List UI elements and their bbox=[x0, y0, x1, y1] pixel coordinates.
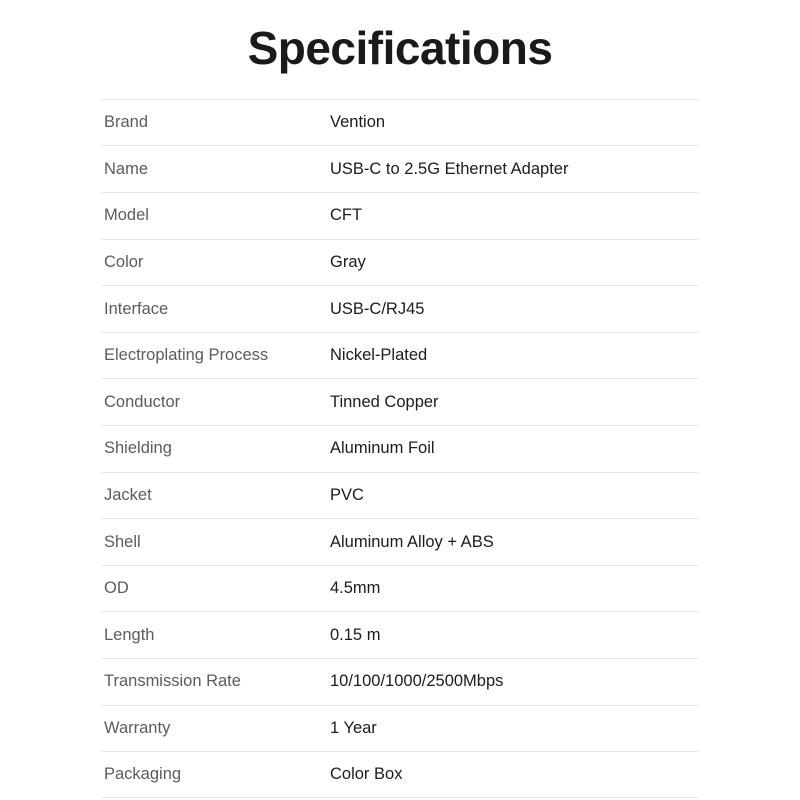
table-row bbox=[102, 611, 698, 658]
spec-key: Jacket bbox=[104, 485, 152, 504]
spec-key: OD bbox=[104, 579, 129, 598]
spec-key: Shielding bbox=[104, 439, 172, 458]
spec-value: Aluminum Alloy + ABS bbox=[330, 532, 494, 551]
table-row bbox=[102, 99, 698, 146]
spec-key: Length bbox=[104, 625, 155, 644]
spec-value: 4.5mm bbox=[330, 579, 381, 598]
table-row bbox=[102, 705, 698, 752]
table-row bbox=[102, 285, 698, 332]
spec-key: Packaging bbox=[104, 765, 182, 783]
spec-value: USB-C/RJ45 bbox=[330, 299, 425, 318]
table-row bbox=[102, 565, 698, 612]
spec-value: USB-C to 2.5G Ethernet Adapter bbox=[330, 159, 569, 178]
table-row bbox=[102, 145, 698, 192]
spec-value: Vention bbox=[330, 113, 386, 132]
spec-key: Conductor bbox=[104, 392, 181, 411]
spec-value: Color Box bbox=[330, 765, 403, 783]
spec-value: PVC bbox=[330, 485, 364, 504]
spec-key: Color bbox=[104, 252, 144, 271]
page-title: Specifications bbox=[247, 22, 553, 74]
spec-key: Brand bbox=[104, 113, 149, 132]
spec-key: Model bbox=[104, 206, 149, 225]
spec-value: CFT bbox=[330, 206, 363, 225]
table-row bbox=[102, 378, 698, 425]
spec-key: Shell bbox=[104, 532, 141, 551]
table-row bbox=[102, 518, 698, 565]
spec-key: Warranty bbox=[104, 718, 171, 737]
table-row bbox=[102, 472, 698, 519]
table-row bbox=[102, 751, 698, 798]
table-row bbox=[102, 192, 698, 239]
spec-value: Gray bbox=[330, 252, 366, 271]
spec-key: Transmission Rate bbox=[104, 672, 241, 691]
table-row bbox=[102, 332, 698, 379]
spec-value: Tinned Copper bbox=[330, 392, 439, 411]
spec-key: Name bbox=[104, 159, 149, 178]
table-row bbox=[102, 239, 698, 286]
spec-value: Aluminum Foil bbox=[330, 439, 435, 458]
spec-value: 10/100/1000/2500Mbps bbox=[330, 672, 504, 691]
table-row bbox=[102, 425, 698, 472]
spec-key: Interface bbox=[104, 299, 169, 318]
spec-key: Electroplating Process bbox=[104, 346, 269, 365]
table-row bbox=[102, 658, 698, 705]
spec-value: 0.15 m bbox=[330, 625, 381, 644]
specifications-table bbox=[102, 99, 698, 798]
spec-value: 1 Year bbox=[330, 718, 377, 737]
spec-value: Nickel-Plated bbox=[330, 346, 428, 365]
